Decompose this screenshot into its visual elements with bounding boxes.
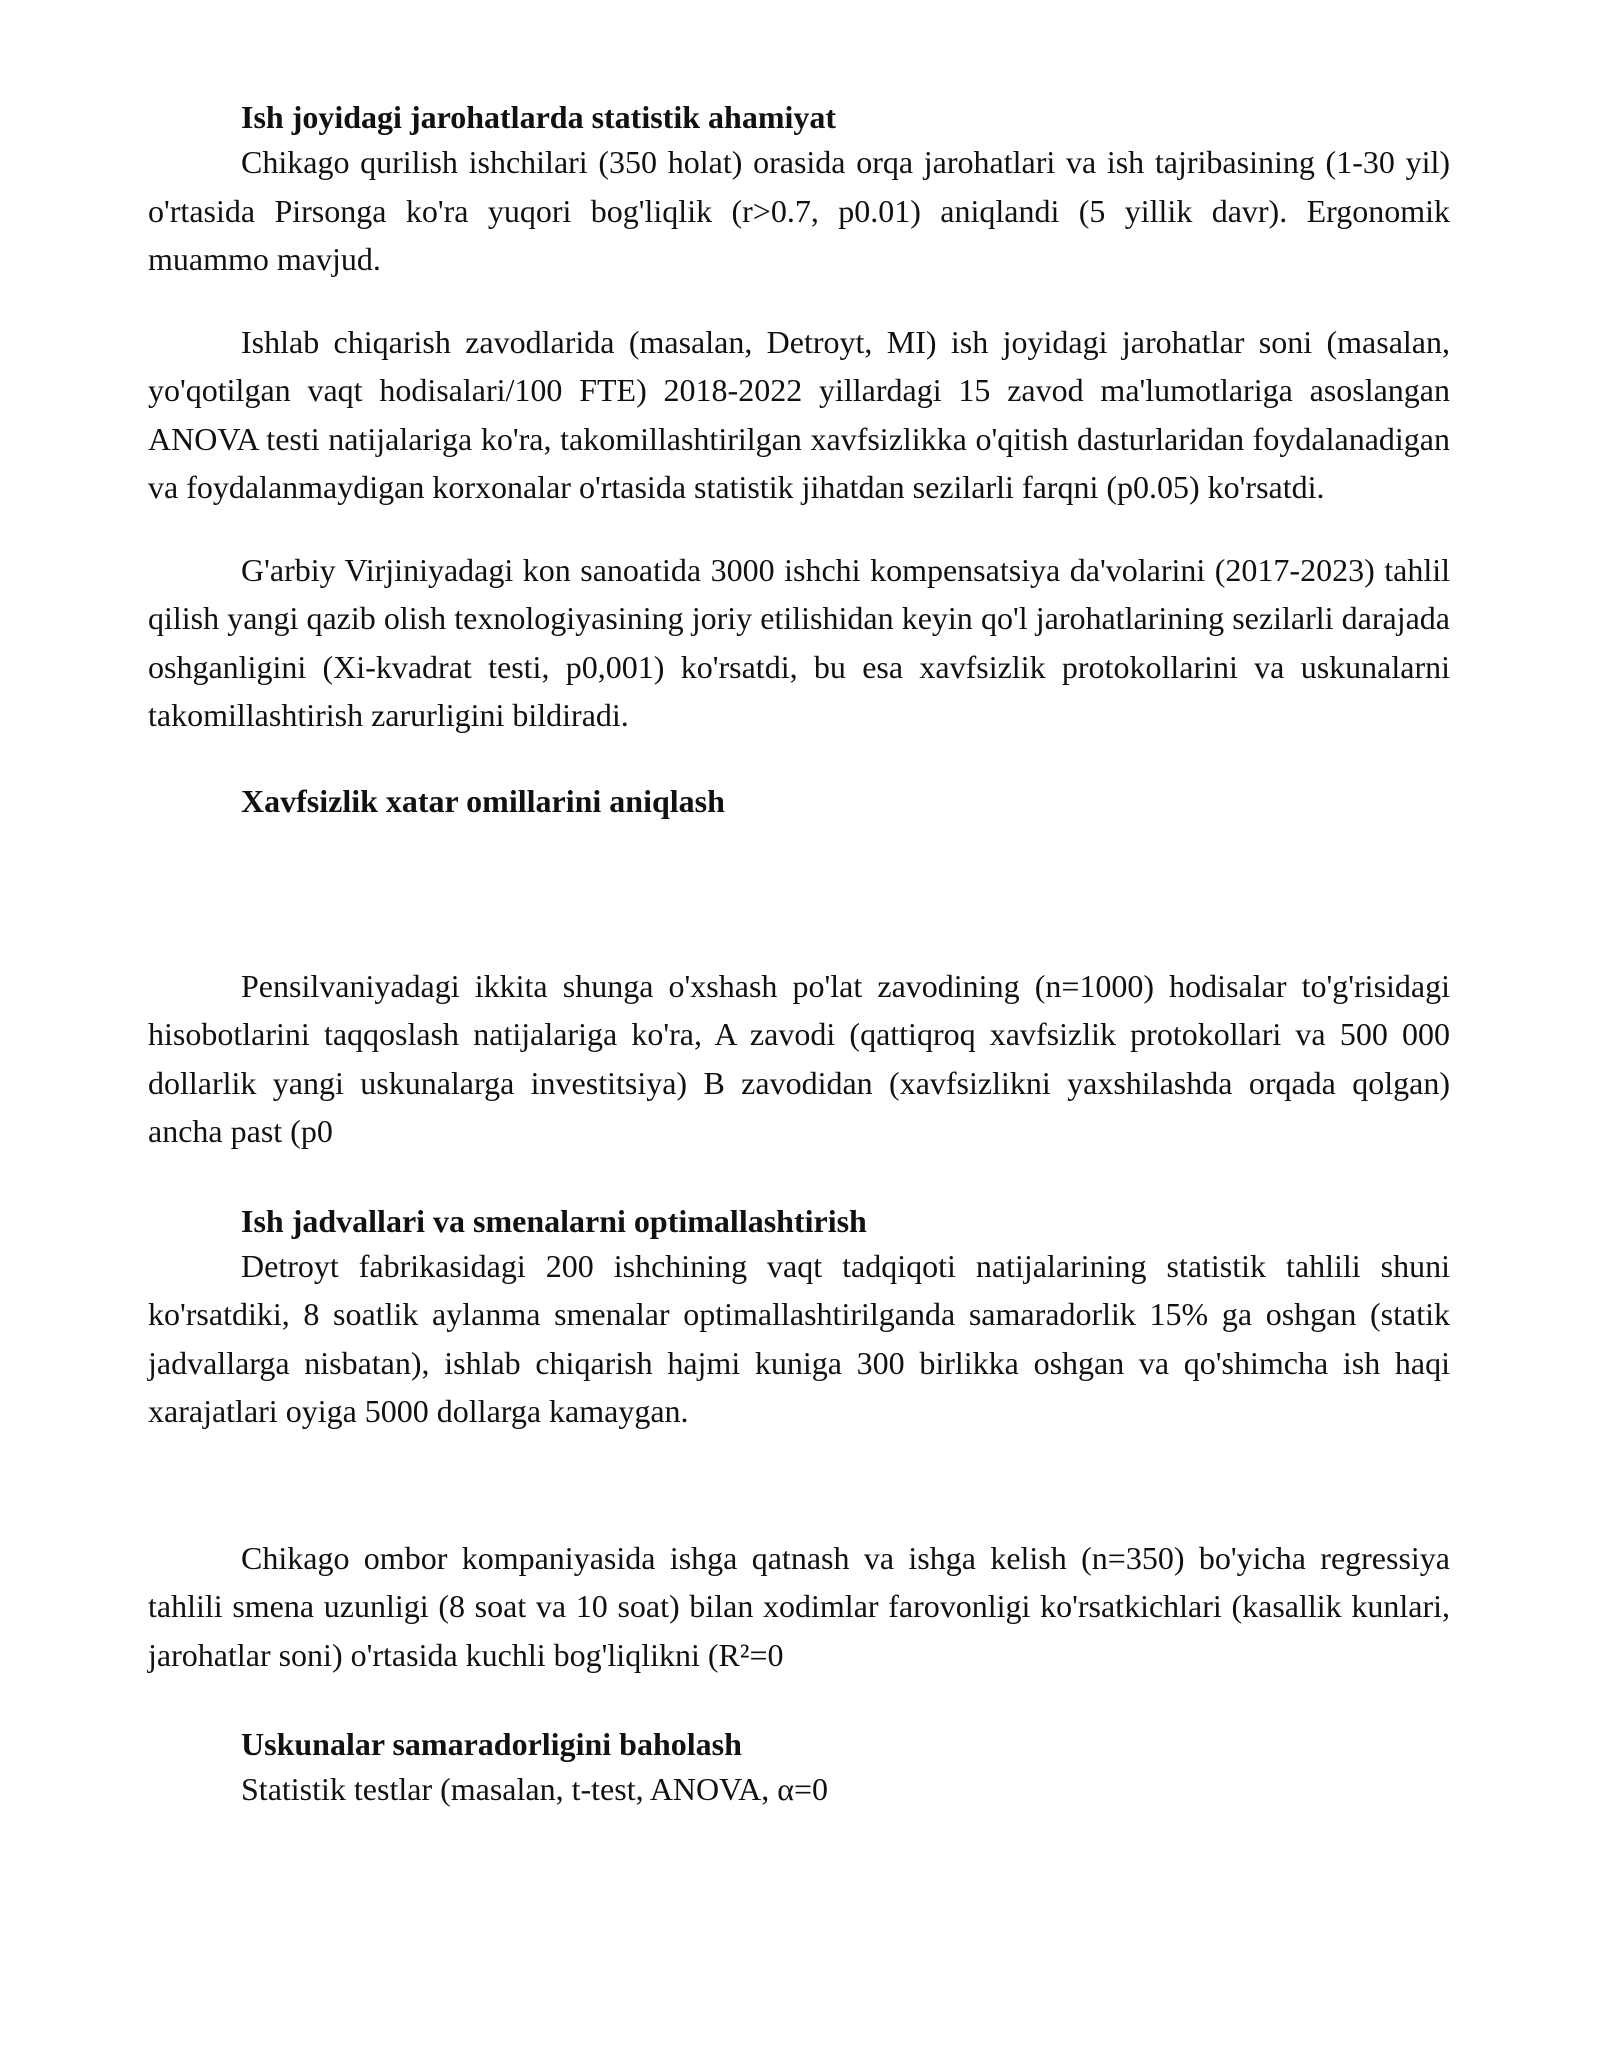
section-heading: Ish jadvallari va smenalarni optimallashtirish	[241, 1202, 867, 1239]
paragraph: Detroyt fabrikasidagi 200 ishchining vaqt tadqiqoti natijalarining statistik tahlili shuni ko'rsatdiki, 8 soatlik aylanma smenalar optimallashtirilganda samaradorlik 15% ga oshgan (statik jadvallarga nisbatan), ishlab chiqarish hajmi kuniga 300 birlikka oshgan va qo'shimcha ish haqi xarajatlari oyiga 5000 dollarga kamaygan.	[148, 1247, 1450, 1429]
paragraph: Statistik testlar (masalan, t-test, ANOVA, α=0	[241, 1771, 829, 1807]
paragraph: Pensilvaniyadagi ikkita shunga o'xshash po'lat zavodining (n=1000) hodisalar to'g'risidagi hisobotlarini taqqoslash natijalariga ko'ra, A zavodi (qattiqroq xavfsizlik protokollari va 500 000 dollarlik yangi uskunalarga investitsiya) B zavodidan (xavfsizlikni yaxshilashda orqada qolgan) ancha past (p0	[148, 967, 1450, 1149]
section-heading: Xavfsizlik xatar omillarini aniqlash	[241, 782, 725, 819]
paragraph: Chikago qurilish ishchilari (350 holat) orasida orqa jarohatlari va ish tajribasining (1-30 yil) o'rtasida Pirsonga ko'ra yuqori bog'liqlik (r>0.7, p0.01) aniqlandi (5 yillik davr). Ergonomik muammo mavjud.	[148, 144, 1450, 277]
paragraph: Ishlab chiqarish zavodlarida (masalan, Detroyt, MI) ish joyidagi jarohatlar soni (masalan, yo'qotilgan vaqt hodisalari/100 FTE) 2018-2022 yillardagi 15 zavod ma'lumotlariga asoslangan ANOVA testi natijalariga ko'ra, takomillashtirilgan xavfsizlikka o'qitish dasturlaridan foydalanadigan va foydalanmaydigan korxonalar o'rtasida statistik jihatdan sezilarli farqni (p0.05) ko'rsatdi.	[148, 323, 1450, 505]
paragraph: G'arbiy Virjiniyadagi kon sanoatida 3000 ishchi kompensatsiya da'volarini (2017-2023) tahlil qilish yangi qazib olish texnologiyasining joriy etilishidan keyin qo'l jarohatlarining sezilarli darajada oshganligini (Xi-kvadrat testi, p0,001) ko'rsatdi, bu esa xavfsizlik protokollarini va uskunalarni takomillashtirish zarurligini bildiradi.	[148, 551, 1450, 733]
document-page	[148, 96, 1450, 1813]
section-heading: Uskunalar samaradorligini baholash	[241, 1726, 742, 1762]
section-heading: Ish joyidagi jarohatlarda statistik ahamiyat	[241, 99, 837, 135]
paragraph: Chikago ombor kompaniyasida ishga qatnash va ishga kelish (n=350) bo'yicha regressiya tahlili smena uzunligi (8 soat va 10 soat) bilan xodimlar farovonligi ko'rsatkichlari (kasallik kunlari, jarohatlar soni) o'rtasida kuchli bog'liqlikni (R²=0	[148, 1539, 1450, 1673]
